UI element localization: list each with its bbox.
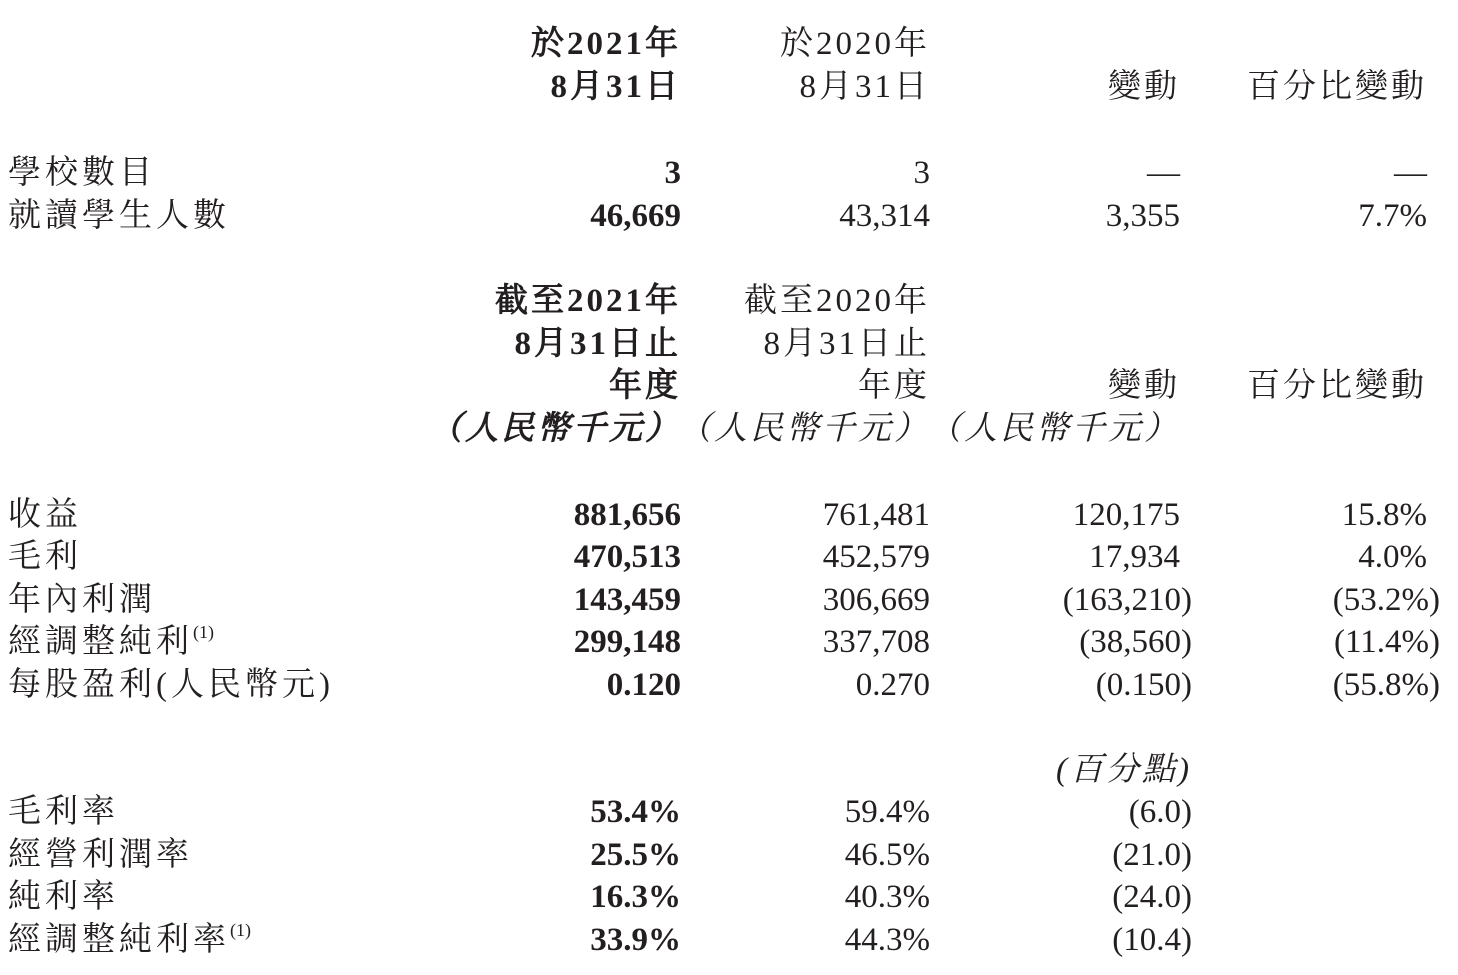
row-value-2021: 0.120 xyxy=(606,667,681,703)
row-pct-change: (53.2%) xyxy=(1332,582,1440,618)
row-pct-change: — xyxy=(1394,155,1427,191)
row-change: (0.150) xyxy=(1095,667,1192,703)
row-pct-change: 7.7% xyxy=(1358,198,1427,234)
row-pct-change: (55.8%) xyxy=(1332,667,1440,703)
header1-col4: 百分比變動 xyxy=(1247,69,1427,105)
header2-col1-line2: 8月31日止 xyxy=(514,326,681,362)
row-change: (24.0) xyxy=(1112,879,1192,915)
row-pct-change: (11.4%) xyxy=(1334,624,1440,660)
row-value-2020: 0.270 xyxy=(855,667,930,703)
row-value-2020: 761,481 xyxy=(822,497,930,533)
row-value-2020: 337,708 xyxy=(822,624,930,660)
row-label: 收益 xyxy=(8,497,82,533)
row-value-2020: 43,314 xyxy=(839,198,930,234)
header2-col1-line3: 年度 xyxy=(609,368,681,404)
row-change: (21.0) xyxy=(1112,837,1192,873)
row-pct-change: 4.0% xyxy=(1358,539,1427,575)
row-value-2020: 306,669 xyxy=(822,582,930,618)
header1-col2-line2: 8月31日 xyxy=(799,69,930,105)
header2-unit-col1: （人民幣千元） xyxy=(429,411,681,447)
row-value-2021: 143,459 xyxy=(573,582,681,618)
row-label: 毛利 xyxy=(8,539,82,575)
row-label: 經調整純利率$^{(1)}$ xyxy=(8,920,251,958)
row-value-2020: 59.4% xyxy=(844,794,930,830)
header2-col2-line1: 截至2020年 xyxy=(744,283,930,319)
row-label: 每股盈利(人民幣元) xyxy=(8,667,334,703)
table3-unit: (百分點) xyxy=(1056,752,1192,788)
row-pct-change: 15.8% xyxy=(1341,497,1427,533)
row-value-2021: 16.3% xyxy=(590,879,681,915)
row-change: 120,175 xyxy=(1072,497,1180,533)
header2-unit-col2: （人民幣千元） xyxy=(678,411,930,447)
row-change: (10.4) xyxy=(1112,922,1192,958)
footnote-marker: (1) xyxy=(230,920,251,940)
row-label: 就讀學生人數 xyxy=(8,198,230,234)
row-label: 經調整純利$^{(1)}$ xyxy=(8,622,214,660)
header1-col2-line1: 於2020年 xyxy=(780,26,930,62)
row-change: (6.0) xyxy=(1128,794,1192,830)
footnote-marker: (1) xyxy=(193,622,214,642)
row-value-2021: 470,513 xyxy=(573,539,681,575)
row-value-2021: 3 xyxy=(664,155,681,191)
row-value-2020: 44.3% xyxy=(844,922,930,958)
row-label: 學校數目 xyxy=(8,155,156,191)
row-label: 經營利潤率 xyxy=(8,837,193,873)
row-change: (38,560) xyxy=(1079,624,1192,660)
header1-col1-line2: 8月31日 xyxy=(550,69,681,105)
header2-col4: 百分比變動 xyxy=(1247,368,1427,404)
row-change: (163,210) xyxy=(1062,582,1192,618)
header2-col2-line3: 年度 xyxy=(858,368,930,404)
header1-col3: 變動 xyxy=(1108,69,1180,105)
row-change: 17,934 xyxy=(1089,539,1180,575)
row-value-2021: 299,148 xyxy=(573,624,681,660)
row-value-2021: 46,669 xyxy=(590,198,681,234)
row-value-2020: 452,579 xyxy=(822,539,930,575)
row-value-2020: 3 xyxy=(913,155,930,191)
row-change: 3,355 xyxy=(1105,198,1180,234)
row-value-2020: 40.3% xyxy=(844,879,930,915)
header2-col2-line2: 8月31日止 xyxy=(763,326,930,362)
header2-col3: 變動 xyxy=(1108,368,1180,404)
row-value-2020: 46.5% xyxy=(844,837,930,873)
header2-unit-col3: （人民幣千元） xyxy=(928,411,1180,447)
row-value-2021: 53.4% xyxy=(590,794,681,830)
row-value-2021: 881,656 xyxy=(573,497,681,533)
header2-col1-line1: 截至2021年 xyxy=(495,283,681,319)
row-label: 純利率 xyxy=(8,879,119,915)
row-label: 毛利率 xyxy=(8,794,119,830)
row-change: — xyxy=(1147,155,1180,191)
row-label: 年內利潤 xyxy=(8,582,156,618)
row-value-2021: 33.9% xyxy=(590,922,681,958)
row-value-2021: 25.5% xyxy=(590,837,681,873)
header1-col1-line1: 於2021年 xyxy=(531,26,681,62)
